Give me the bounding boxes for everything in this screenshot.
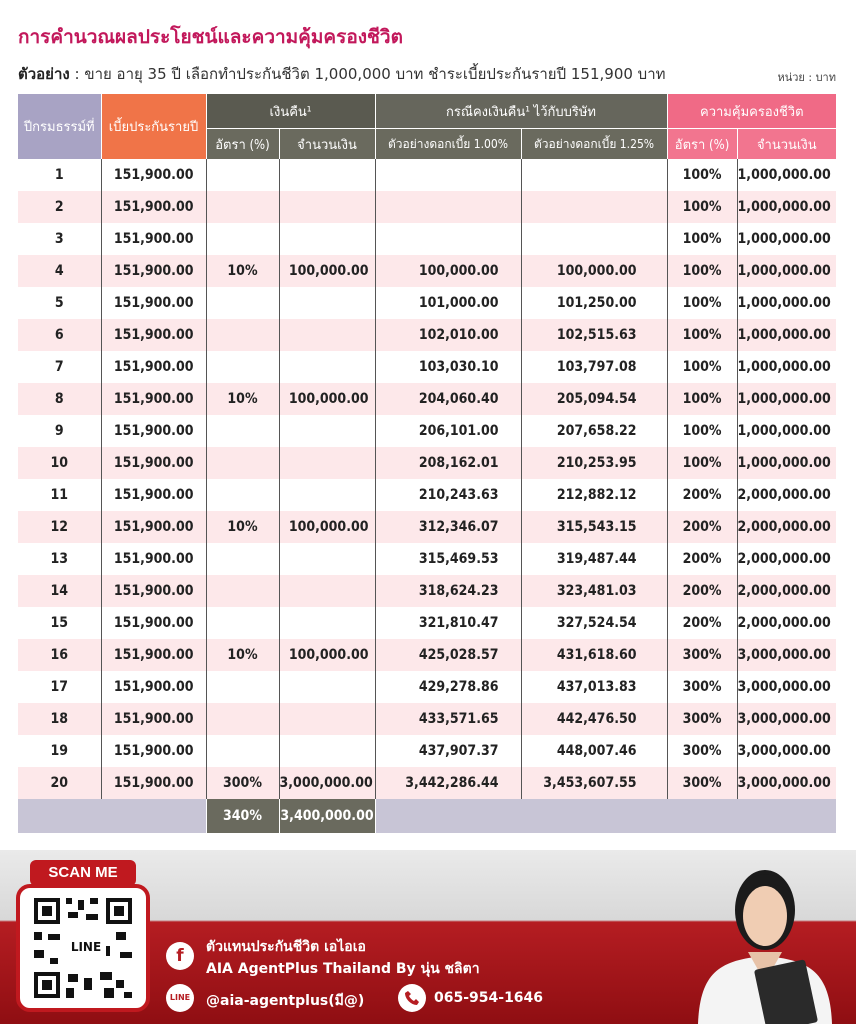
premium-cell: 151,900.00 <box>101 703 206 735</box>
protection-rate-cell: 100% <box>667 159 737 191</box>
interest-2-cell <box>521 159 667 191</box>
premium-cell: 151,900.00 <box>101 159 206 191</box>
year-cell: 19 <box>50 743 69 759</box>
example-label: ตัวอย่าง <box>18 65 70 83</box>
cashback-amount-cell <box>279 447 375 479</box>
premium-cell: 151,900.00 <box>101 351 206 383</box>
cashback-rate-cell <box>206 159 279 191</box>
interest-2-cell: 100,000.00 <box>521 255 667 287</box>
cashback-amount-cell <box>279 351 375 383</box>
cashback-amount-cell <box>279 671 375 703</box>
protection-rate-cell: 100% <box>667 191 737 223</box>
protection-amount-cell: 2,000,000.00 <box>737 479 836 511</box>
table-row <box>18 447 836 479</box>
interest-1-cell: 429,278.86 <box>375 671 521 703</box>
protection-amount-cell: 1,000,000.00 <box>737 415 836 447</box>
interest-2-cell: 431,618.60 <box>521 639 667 671</box>
cashback-rate-cell <box>206 191 279 223</box>
protection-amount-cell: 3,000,000.00 <box>737 639 836 671</box>
cashback-amount-cell: 100,000.00 <box>279 383 375 415</box>
protection-rate-cell: 100% <box>667 415 737 447</box>
interest-1-cell: 103,030.10 <box>375 351 521 383</box>
interest-1-cell: 3,442,286.44 <box>375 767 521 799</box>
interest-1-cell: 321,810.47 <box>375 607 521 639</box>
interest-2-cell: 327,524.54 <box>521 607 667 639</box>
year-cell: 2 <box>18 191 101 223</box>
protection-rate-cell: 100% <box>667 287 737 319</box>
cashback-rate-cell <box>206 607 279 639</box>
table-row <box>18 607 836 639</box>
interest-1-cell: 318,624.23 <box>375 575 521 607</box>
total-amount: 3,400,000.00 <box>279 799 375 833</box>
interest-2-cell: 101,250.00 <box>521 287 667 319</box>
cashback-rate-cell <box>206 351 279 383</box>
interest-1-cell: 208,162.01 <box>375 447 521 479</box>
cashback-amount-cell <box>279 479 375 511</box>
interest-1-cell: 206,101.00 <box>375 415 521 447</box>
cashback-rate-cell <box>206 543 279 575</box>
protection-rate-cell: 300% <box>667 735 737 767</box>
interest-1-cell: 210,243.63 <box>375 479 521 511</box>
cashback-rate-cell <box>206 415 279 447</box>
table-row <box>18 543 836 575</box>
header-deposit-case: กรณีคงเงินคืน¹ ไว้กับบริษัท <box>375 94 667 129</box>
total-row <box>18 799 836 833</box>
cashback-amount-cell <box>279 607 375 639</box>
protection-amount-cell: 2,000,000.00 <box>737 543 836 575</box>
cashback-amount-cell <box>279 575 375 607</box>
table-row <box>18 479 836 511</box>
protection-amount-cell: 1,000,000.00 <box>737 159 836 191</box>
cashback-amount-cell: 100,000.00 <box>279 511 375 543</box>
premium-cell: 151,900.00 <box>101 223 206 255</box>
cashback-rate-cell <box>206 479 279 511</box>
protection-amount-cell: 1,000,000.00 <box>737 255 836 287</box>
premium-cell: 151,900.00 <box>101 383 206 415</box>
protection-amount-cell: 3,000,000.00 <box>737 671 836 703</box>
year-cell: 14 <box>18 575 101 607</box>
protection-amount-cell: 2,000,000.00 <box>737 575 836 607</box>
agent-photo <box>690 852 840 1024</box>
premium-cell: 151,900.00 <box>101 319 206 351</box>
premium-cell: 151,900.00 <box>101 607 206 639</box>
table-row <box>18 767 836 799</box>
year-cell: 17 <box>50 679 69 695</box>
year-cell: 15 <box>50 615 69 631</box>
premium-cell: 151,900.00 <box>101 575 206 607</box>
premium-cell: 151,900.00 <box>101 191 206 223</box>
interest-1-cell: 437,907.37 <box>375 735 521 767</box>
protection-rate-cell: 300% <box>667 703 737 735</box>
protection-amount-cell: 3,000,000.00 <box>737 703 836 735</box>
total-rate: 340% <box>206 799 279 833</box>
protection-rate-cell: 300% <box>667 767 737 799</box>
page-title: การคำนวณผลประโยชน์และความคุ้มครองชีวิต <box>18 26 403 48</box>
interest-2-cell: 212,882.12 <box>521 479 667 511</box>
header-amount: จำนวนเงิน <box>279 129 375 160</box>
interest-2-cell: 103,797.08 <box>521 351 667 383</box>
table-row <box>18 287 836 319</box>
table-row <box>18 575 836 607</box>
interest-2-cell <box>521 223 667 255</box>
year-cell: 13 <box>50 551 69 567</box>
header-year: ปีกรมธรรม์ที่ <box>18 94 101 159</box>
protection-rate-cell: 200% <box>667 479 737 511</box>
interest-1-cell <box>375 191 521 223</box>
interest-2-cell: 3,453,607.55 <box>521 767 667 799</box>
year-cell: 16 <box>18 639 101 671</box>
qr-code[interactable] <box>16 884 150 1012</box>
cashback-amount-cell <box>279 287 375 319</box>
table-row <box>18 191 836 223</box>
table-row <box>18 255 836 287</box>
year-cell: 6 <box>18 319 101 351</box>
line-icon[interactable]: LINE <box>166 984 194 1012</box>
interest-1-cell: 312,346.07 <box>375 511 521 543</box>
premium-cell: 151,900.00 <box>101 671 206 703</box>
table-row <box>18 735 836 767</box>
header-interest-1: ตัวอย่างดอกเบี้ย 1.00% <box>375 129 521 160</box>
interest-2-cell: 315,543.15 <box>521 511 667 543</box>
table-row <box>18 671 836 703</box>
cashback-amount-cell: 100,000.00 <box>279 639 375 671</box>
benefit-table <box>18 94 836 833</box>
protection-amount-cell: 1,000,000.00 <box>737 223 836 255</box>
table-row <box>18 319 836 351</box>
premium-cell: 151,900.00 <box>101 287 206 319</box>
total-spacer-right <box>375 799 836 833</box>
cashback-rate-cell: 10% <box>206 383 279 415</box>
cashback-rate-cell <box>206 447 279 479</box>
interest-2-cell: 207,658.22 <box>521 415 667 447</box>
cashback-rate-cell <box>206 319 279 351</box>
protection-rate-cell: 200% <box>667 543 737 575</box>
total-spacer <box>18 799 206 833</box>
cashback-amount-cell <box>279 543 375 575</box>
protection-rate-cell: 100% <box>667 223 737 255</box>
qr-label: LINE <box>70 940 102 954</box>
interest-2-cell: 102,515.63 <box>521 319 667 351</box>
interest-1-cell: 102,010.00 <box>375 319 521 351</box>
interest-2-cell: 437,013.83 <box>521 671 667 703</box>
agent-title: ตัวแทนประกันชีวิต เอไอเอ <box>206 939 366 955</box>
year-cell: 11 <box>50 487 69 503</box>
scan-me-badge: SCAN ME <box>30 860 136 886</box>
protection-amount-cell: 2,000,000.00 <box>737 511 836 543</box>
year-cell: 7 <box>54 359 64 375</box>
cashback-amount-cell <box>279 735 375 767</box>
cashback-amount-cell <box>279 703 375 735</box>
table-row <box>18 639 836 671</box>
protection-rate-cell: 300% <box>667 639 737 671</box>
cashback-amount-cell <box>279 159 375 191</box>
cashback-rate-cell <box>206 703 279 735</box>
interest-1-cell: 101,000.00 <box>375 287 521 319</box>
unit-note: หน่วย : บาท <box>777 71 836 84</box>
cashback-amount-cell: 100,000.00 <box>279 255 375 287</box>
example-description <box>18 62 838 86</box>
table-row <box>18 703 836 735</box>
protection-amount-cell: 2,000,000.00 <box>737 607 836 639</box>
line-id[interactable]: @aia-agentplus(มี@) <box>206 993 365 1009</box>
protection-rate-cell: 200% <box>667 575 737 607</box>
year-cell: 10 <box>18 447 101 479</box>
cashback-rate-cell <box>206 287 279 319</box>
year-cell: 18 <box>18 703 101 735</box>
interest-2-cell: 319,487.44 <box>521 543 667 575</box>
table-row <box>18 159 836 191</box>
premium-cell: 151,900.00 <box>101 735 206 767</box>
year-cell: 20 <box>18 767 101 799</box>
protection-amount-cell: 1,000,000.00 <box>737 383 836 415</box>
cashback-rate-cell: 10% <box>206 511 279 543</box>
interest-2-cell: 442,476.50 <box>521 703 667 735</box>
premium-cell: 151,900.00 <box>101 479 206 511</box>
protection-rate-cell: 300% <box>667 671 737 703</box>
interest-2-cell: 448,007.46 <box>521 735 667 767</box>
cashback-rate-cell <box>206 735 279 767</box>
year-cell: 5 <box>54 295 64 311</box>
year-cell: 8 <box>18 383 101 415</box>
interest-1-cell <box>375 159 521 191</box>
protection-amount-cell: 1,000,000.00 <box>737 319 836 351</box>
header-interest-2: ตัวอย่างดอกเบี้ย 1.25% <box>521 129 667 160</box>
phone-glyph-icon <box>398 984 426 1012</box>
header-protection-amount: จำนวนเงิน <box>737 129 836 160</box>
premium-cell: 151,900.00 <box>101 255 206 287</box>
premium-cell: 151,900.00 <box>101 639 206 671</box>
facebook-icon[interactable]: f <box>166 942 194 970</box>
header-protection: ความคุ้มครองชีวิต <box>667 94 836 129</box>
interest-1-cell: 425,028.57 <box>375 639 521 671</box>
year-cell: 9 <box>54 423 64 439</box>
protection-amount-cell: 1,000,000.00 <box>737 191 836 223</box>
protection-amount-cell: 1,000,000.00 <box>737 447 836 479</box>
year-cell: 3 <box>54 231 64 247</box>
premium-cell: 151,900.00 <box>101 543 206 575</box>
interest-2-cell: 323,481.03 <box>521 575 667 607</box>
protection-rate-cell: 200% <box>667 511 737 543</box>
phone-number[interactable]: 065-954-1646 <box>434 990 544 1006</box>
cashback-rate-cell: 10% <box>206 255 279 287</box>
interest-1-cell: 315,469.53 <box>375 543 521 575</box>
interest-1-cell: 433,571.65 <box>375 703 521 735</box>
year-cell: 4 <box>18 255 101 287</box>
cashback-rate-cell: 300% <box>206 767 279 799</box>
premium-cell: 151,900.00 <box>101 511 206 543</box>
protection-rate-cell: 100% <box>667 351 737 383</box>
interest-1-cell: 204,060.40 <box>375 383 521 415</box>
cashback-amount-cell <box>279 415 375 447</box>
header-cashback: เงินคืน¹ <box>206 94 375 129</box>
cashback-rate-cell <box>206 671 279 703</box>
phone-icon[interactable] <box>398 984 426 1012</box>
protection-rate-cell: 100% <box>667 383 737 415</box>
example-text: : ขาย อายุ 35 ปี เลือกทำประกันชีวิต 1,000,000 บาท ชำระเบี้ยประกันรายปี 151,900 บาท <box>74 65 666 83</box>
cashback-rate-cell <box>206 575 279 607</box>
interest-1-cell <box>375 223 521 255</box>
cashback-amount-cell <box>279 191 375 223</box>
cashback-rate-cell <box>206 223 279 255</box>
header-rate: อัตรา (%) <box>206 129 279 160</box>
protection-amount-cell: 3,000,000.00 <box>737 735 836 767</box>
table-row <box>18 383 836 415</box>
table-row <box>18 511 836 543</box>
interest-1-cell: 100,000.00 <box>375 255 521 287</box>
header-protection-rate: อัตรา (%) <box>667 129 737 160</box>
protection-amount-cell: 1,000,000.00 <box>737 351 836 383</box>
protection-amount-cell: 3,000,000.00 <box>737 767 836 799</box>
year-cell: 1 <box>54 167 64 183</box>
interest-2-cell: 205,094.54 <box>521 383 667 415</box>
protection-rate-cell: 200% <box>667 607 737 639</box>
premium-cell: 151,900.00 <box>101 447 206 479</box>
table-row <box>18 351 836 383</box>
protection-rate-cell: 100% <box>667 255 737 287</box>
premium-cell: 151,900.00 <box>101 767 206 799</box>
cashback-amount-cell <box>279 223 375 255</box>
premium-cell: 151,900.00 <box>101 415 206 447</box>
protection-amount-cell: 1,000,000.00 <box>737 287 836 319</box>
protection-rate-cell: 100% <box>667 319 737 351</box>
protection-rate-cell: 100% <box>667 447 737 479</box>
cashback-rate-cell: 10% <box>206 639 279 671</box>
agent-name: AIA AgentPlus Thailand By นุ่น ชลิตา <box>206 961 480 977</box>
table-row <box>18 415 836 447</box>
cashback-amount-cell <box>279 319 375 351</box>
interest-2-cell: 210,253.95 <box>521 447 667 479</box>
table-row <box>18 223 836 255</box>
year-cell: 12 <box>18 511 101 543</box>
cashback-amount-cell: 3,000,000.00 <box>279 767 375 799</box>
interest-2-cell <box>521 191 667 223</box>
header-premium: เบี้ยประกันรายปี <box>101 94 206 159</box>
